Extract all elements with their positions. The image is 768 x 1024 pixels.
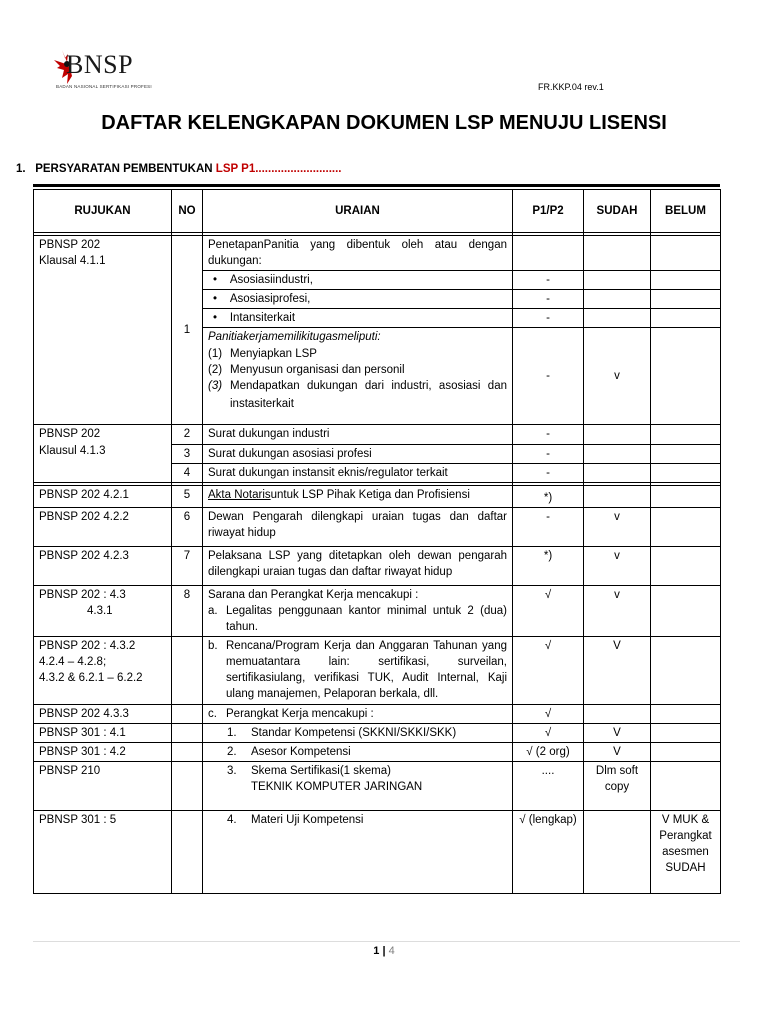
rujukan-cell — [34, 236, 172, 425]
p1p2-cell: .... — [513, 761, 584, 810]
document-title: DAFTAR KELENGKAPAN DOKUMEN LSP MENUJU LISENSI — [101, 112, 667, 134]
no-cell: 8 — [172, 585, 203, 636]
p1p2-cell: √ — [513, 723, 584, 742]
rujukan-text: PBNSP 202 : 4.3.2 — [39, 640, 136, 653]
sudah-cell — [584, 444, 651, 463]
uraian-text: Skema Sertifikasi(1 skema) — [251, 764, 391, 777]
table-row — [34, 742, 721, 761]
rujukan-cell — [34, 585, 172, 636]
uraian-text: Rencana/Program Kerja dan Anggaran Tahunan yang memuatantara lain: sertifikasi, surveilan, sertifikasiulang, verifikasi TUK, Audit Internal, Kaji ulang manajemen, Pelaporan berkala, dll. — [226, 640, 507, 701]
belum-cell — [651, 723, 721, 742]
belum-cell — [651, 761, 721, 810]
table-row — [34, 507, 721, 546]
rujukan-text: Klausul 4.1.3 — [39, 444, 106, 457]
rujukan-text: PBNSP 202 — [39, 428, 101, 441]
sudah-cell: Dlm soft copy — [584, 761, 651, 810]
rujukan-text: Klausal 4.1.1 — [39, 255, 106, 268]
no-cell: 4 — [172, 463, 203, 482]
belum-cell — [651, 271, 721, 290]
skema-name: TEKNIK KOMPUTER JARINGAN — [251, 780, 423, 793]
p1p2-cell: √ (lengkap) — [513, 810, 584, 893]
total-pages: 4 — [388, 945, 395, 957]
page-number — [0, 945, 768, 957]
item-number: 3. — [227, 764, 237, 777]
uraian-text: Perangkat Kerja mencakupi : — [226, 707, 374, 720]
table-row — [34, 637, 721, 704]
sudah-cell: v — [584, 328, 651, 425]
p1p2-cell: - — [513, 463, 584, 482]
uraian-cell — [203, 810, 513, 893]
sudah-cell — [584, 425, 651, 444]
sub-number: (3) — [208, 379, 223, 392]
item-number: 4. — [227, 813, 237, 826]
rujukan-cell: PBNSP 301 : 4.2 — [34, 742, 172, 761]
belum-cell — [651, 328, 721, 425]
sudah-cell: v — [584, 507, 651, 546]
item-letter: b. — [208, 640, 218, 653]
no-cell — [172, 742, 203, 761]
belum-cell — [651, 425, 721, 444]
uraian-text: untuk LSP Pihak Ketiga dan Profisiensi — [270, 488, 470, 501]
no-cell — [172, 704, 203, 723]
rujukan-cell — [34, 425, 172, 482]
uraian-text: Legalitas penggunaan kantor minimal untuk 2 (dua) tahun. — [226, 604, 507, 634]
no-cell: 3 — [172, 444, 203, 463]
no-cell: 7 — [172, 546, 203, 585]
belum-cell — [651, 704, 721, 723]
p1p2-cell: - — [513, 328, 584, 425]
col-header-rujukan: RUJUKAN — [34, 190, 172, 233]
uraian-text: Asesor Kompetensi — [251, 745, 351, 758]
rujukan-text: 4.2.4 – 4.2.8; — [39, 656, 107, 669]
no-cell: 1 — [172, 236, 203, 425]
rujukan-cell — [34, 637, 172, 704]
sudah-cell: V — [584, 742, 651, 761]
rujukan-cell: PBNSP 301 : 4.1 — [34, 723, 172, 742]
sudah-cell — [584, 704, 651, 723]
no-cell — [172, 637, 203, 704]
sudah-cell — [584, 810, 651, 893]
section-heading — [16, 163, 341, 175]
sub-text: Menyiapkan LSP — [230, 347, 317, 360]
uraian-cell — [203, 328, 513, 425]
sub-text: Mendapatkan dukungan dari industri, asosiasi dan instasiterkait — [230, 379, 507, 410]
underlined-text: Akta Notaris — [208, 488, 271, 501]
uraian-cell: Surat dukungan instansit eknis/regulator terkait — [203, 463, 513, 482]
sudah-cell — [584, 290, 651, 309]
p1p2-cell: √ (2 org) — [513, 742, 584, 761]
logo-subtitle: BADAN NASIONAL SERTIFIKASI PROFESI — [56, 84, 152, 89]
bullet-text: Asosiasiindustri, — [229, 274, 313, 287]
uraian-text: Sarana dan Perangkat Kerja mencakupi : — [208, 588, 419, 601]
table-row — [34, 236, 721, 271]
sudah-cell: v — [584, 546, 651, 585]
rujukan-text: 4.3.2 & 6.2.1 – 6.2.2 — [39, 672, 143, 685]
uraian-cell: Surat dukungan industri — [203, 425, 513, 444]
rujukan-cell: PBNSP 202 4.2.1 — [34, 485, 172, 507]
uraian-cell — [203, 585, 513, 636]
uraian-cell — [203, 761, 513, 810]
p1p2-cell: - — [513, 290, 584, 309]
p1p2-cell: *) — [513, 546, 584, 585]
bullet-text: Asosiasiprofesi, — [229, 293, 311, 306]
belum-cell — [651, 585, 721, 636]
uraian-cell: PenetapanPanitia yang dibentuk oleh atau dengan dukungan: — [203, 236, 513, 271]
p1p2-cell: - — [513, 507, 584, 546]
uraian-cell — [203, 704, 513, 723]
uraian-cell: Pelaksana LSP yang ditetapkan oleh dewan pengarah dilengkapi uraian tugas dan daftar riwayat hidup — [203, 546, 513, 585]
no-cell: 5 — [172, 485, 203, 507]
p1p2-cell: √ — [513, 585, 584, 636]
rujukan-text: 4.3.1 — [87, 604, 113, 617]
p1p2-cell — [513, 236, 584, 271]
document-checklist-table — [33, 189, 721, 894]
rujukan-cell: PBNSP 210 — [34, 761, 172, 810]
sudah-cell — [584, 236, 651, 271]
uraian-text: Standar Kompetensi (SKKNI/SKKI/SKK) — [251, 726, 457, 739]
belum-cell — [651, 444, 721, 463]
sudah-cell — [584, 309, 651, 328]
uraian-cell — [203, 742, 513, 761]
footer-rule — [33, 941, 740, 942]
uraian-text: Materi Uji Kompetensi — [251, 813, 364, 826]
col-header-sudah: SUDAH — [584, 190, 651, 233]
p1p2-cell: √ — [513, 704, 584, 723]
uraian-cell: • Asosiasiprofesi, — [203, 290, 513, 309]
p1p2-cell: *) — [513, 485, 584, 507]
item-number: 1. — [227, 726, 237, 739]
page-separator: | — [379, 945, 389, 957]
belum-cell — [651, 742, 721, 761]
rujukan-cell: PBNSP 202 4.2.2 — [34, 507, 172, 546]
belum-cell: V MUK & Perangkat asesmen SUDAH — [651, 810, 721, 893]
section-label: PERSYARATAN PEMBENTUKAN — [35, 163, 216, 175]
header-rule — [33, 184, 720, 187]
p1p2-cell: - — [513, 425, 584, 444]
uraian-cell — [203, 723, 513, 742]
logo-text: BNSP — [66, 50, 134, 79]
no-cell: 2 — [172, 425, 203, 444]
p1p2-cell: - — [513, 444, 584, 463]
no-cell — [172, 761, 203, 810]
belum-cell — [651, 485, 721, 507]
sudah-cell — [584, 463, 651, 482]
item-letter: a. — [208, 604, 218, 617]
belum-cell — [651, 507, 721, 546]
sudah-cell: V — [584, 637, 651, 704]
col-header-uraian: URAIAN — [203, 190, 513, 233]
sudah-cell — [584, 485, 651, 507]
uraian-cell — [203, 485, 513, 507]
form-code: FR.KKP.04 rev.1 — [538, 82, 604, 92]
belum-cell — [651, 309, 721, 328]
item-letter: c. — [208, 707, 217, 720]
belum-cell — [651, 290, 721, 309]
rujukan-text: PBNSP 202 — [39, 239, 101, 251]
sub-number: (1) — [208, 347, 223, 360]
table-row — [34, 546, 721, 585]
sub-number: (2) — [208, 363, 223, 376]
sub-text: Menyusun organisasi dan personil — [230, 363, 405, 376]
no-cell — [172, 723, 203, 742]
rujukan-text: PBNSP 202 : 4.3 — [39, 588, 126, 601]
uraian-cell: • Intansiterkait — [203, 309, 513, 328]
belum-cell — [651, 546, 721, 585]
section-number: 1. — [16, 163, 26, 175]
sudah-cell: V — [584, 723, 651, 742]
no-cell — [172, 810, 203, 893]
col-header-no: NO — [172, 190, 203, 233]
uraian-cell: • Asosiasiindustri, — [203, 271, 513, 290]
section-highlight: LSP P1........................... — [215, 163, 342, 175]
uraian-cell: Dewan Pengarah dilengkapi uraian tugas dan daftar riwayat hidup — [203, 507, 513, 546]
table-row — [34, 704, 721, 723]
rujukan-cell: PBNSP 202 4.3.3 — [34, 704, 172, 723]
sudah-cell: v — [584, 585, 651, 636]
sudah-cell — [584, 271, 651, 290]
rujukan-cell: PBNSP 301 : 5 — [34, 810, 172, 893]
p1p2-cell: √ — [513, 637, 584, 704]
item-number: 2. — [227, 745, 237, 758]
uraian-cell — [203, 637, 513, 704]
table-row — [34, 810, 721, 893]
rujukan-cell: PBNSP 202 4.2.3 — [34, 546, 172, 585]
no-cell: 6 — [172, 507, 203, 546]
uraian-cell: Surat dukungan asosiasi profesi — [203, 444, 513, 463]
col-header-p1p2: P1/P2 — [513, 190, 584, 233]
belum-cell — [651, 463, 721, 482]
sub-intro-text: Panitiakerjamemilikitugasmeliputi: — [208, 331, 381, 344]
table-row — [34, 585, 721, 636]
current-page: 1 — [373, 945, 380, 957]
table-row — [34, 761, 721, 810]
table-row — [34, 485, 721, 507]
bullet-text: Intansiterkait — [229, 312, 296, 325]
belum-cell — [651, 637, 721, 704]
col-header-belum: BELUM — [651, 190, 721, 233]
table-row — [34, 723, 721, 742]
table-row — [34, 425, 721, 444]
p1p2-cell: - — [513, 309, 584, 328]
belum-cell — [651, 236, 721, 271]
table-header-row — [34, 190, 721, 233]
p1p2-cell: - — [513, 271, 584, 290]
